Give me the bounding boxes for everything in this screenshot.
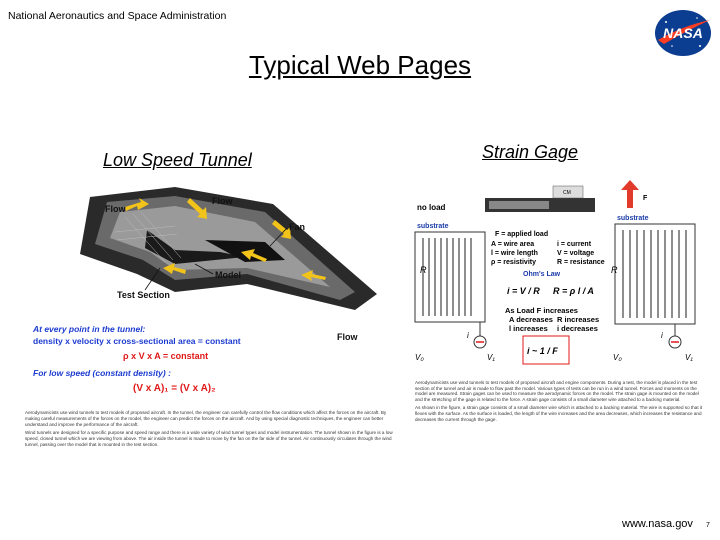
r-right-label: R	[611, 265, 618, 275]
cm-label: CM	[563, 190, 571, 196]
gage-paragraph-1: Aerodynamicists use wind tunnels to test models of proposed aircraft and engine components. During a test, the model is placed in the test section of the tunnel and air is made to flow past the model. Various types of tests can be run in a wind tunnel. Forces and moments on the model are measured. Strain gages can be used to measure the aerodynamic forces on the model. The strain gage is mounted on the model and the stretching of the gage is related to the force. A strain gage consists of a small diameter wire attached to a backing material.	[415, 380, 699, 402]
ohms-law-label: Ohm's Law	[523, 271, 561, 278]
equation-line-5: (V x A)₁ = (V x A)₂	[133, 383, 216, 394]
page-number: 7	[706, 522, 710, 529]
i-right-label: i	[661, 331, 663, 340]
r-left-label: R	[420, 265, 427, 275]
tunnel-description	[25, 410, 395, 472]
v1-left-label: V₁	[487, 353, 495, 362]
fan-label: Fan	[289, 222, 306, 232]
model-label: Model	[215, 270, 241, 280]
i-def: i = current	[557, 241, 592, 248]
f-applied-label: F = applied load	[495, 231, 549, 238]
equation-line-3: ρ x V x A = constant	[123, 351, 209, 361]
current-decreases: i decreases	[557, 324, 598, 333]
strain-gage-description	[415, 380, 707, 440]
low-speed-tunnel-label: Low Speed Tunnel	[103, 150, 252, 170]
force-label: F	[643, 195, 648, 202]
flow-label-top2: Flow	[212, 196, 233, 206]
substrate-left-label: substrate	[417, 223, 449, 230]
v1-right-label: V₁	[685, 353, 693, 362]
area-decreases: A decreases	[509, 315, 553, 324]
ohms-equation-2: R = ρ l / A	[553, 286, 594, 296]
organization-name: National Aeronautics and Space Administration	[8, 10, 227, 22]
test-section-label: Test Section	[117, 290, 170, 300]
no-load-label: no load	[417, 203, 446, 212]
resistance-increases: R increases	[557, 315, 600, 324]
r-def: R = resistance	[557, 259, 605, 266]
strain-gage-diagram	[405, 178, 705, 378]
ohms-equation-1: i = V / R	[507, 286, 540, 296]
slide-title: Typical Web Pages	[248, 50, 472, 80]
i-left-label: i	[467, 331, 469, 340]
strain-gage-label: Strain Gage	[482, 142, 579, 162]
v-def: V = voltage	[557, 250, 595, 257]
vo-right-label: V₀	[613, 353, 622, 362]
substrate-right-label: substrate	[617, 215, 649, 222]
rho-def: ρ = resistivity	[491, 259, 536, 266]
equation-line-4: For low speed (constant density) :	[33, 368, 171, 378]
footer-website[interactable]: www.nasa.gov	[622, 518, 693, 530]
proportional-equation: i ~ 1 / F	[527, 346, 558, 356]
equation-line-1: At every point in the tunnel:	[33, 324, 146, 334]
nasa-logo-text: NASA	[663, 25, 703, 41]
equation-line-2: density x velocity x cross-sectional area = constant	[33, 336, 241, 346]
flow-label-top: Flow	[105, 204, 126, 214]
l-def: l = wire length	[491, 250, 538, 257]
tunnel-paragraph-2: Wind tunnels are designed for a specific purpose and speed range and there is a wide variety of wind tunnel types and model instrumentation. The tunnel shown in the figure is a low speed, closed tunnel which we are viewing from above. The air inside the tunnel is made to move by the fan on the far side of the tunnel. Air continuously circulates through the wind tunnel, passing over the model that is mounted in the test section.	[25, 430, 393, 447]
a-def: A = wire area	[491, 241, 535, 248]
load-increase-line: As Load F increases	[505, 306, 578, 315]
wind-tunnel-diagram	[25, 182, 395, 412]
tunnel-paragraph-1: Aerodynamicists use wind tunnels to test models of proposed aircraft. In the tunnel, the engineer can carefully control the flow conditions which affect the forces on the aircraft. By making careful measurements of the forces on the model, the engineer can predict the forces on the aircraft. And by using special diagnostic techniques, the engineer can better understand and improve the performance of the aircraft.	[25, 410, 387, 427]
flow-label-right: Flow	[337, 332, 358, 342]
vo-left-label: V₀	[415, 353, 424, 362]
gage-paragraph-2: As shown in the figure, a strain gage consists of a small diameter wire which is attached to a backing material. The wire is supported so that it flexes with the surface. As the surface is loaded, the length of the wire increases and the area decreases, which increases the resistance and decreases the current through the gage.	[415, 405, 703, 422]
length-increases: l increases	[509, 324, 548, 333]
